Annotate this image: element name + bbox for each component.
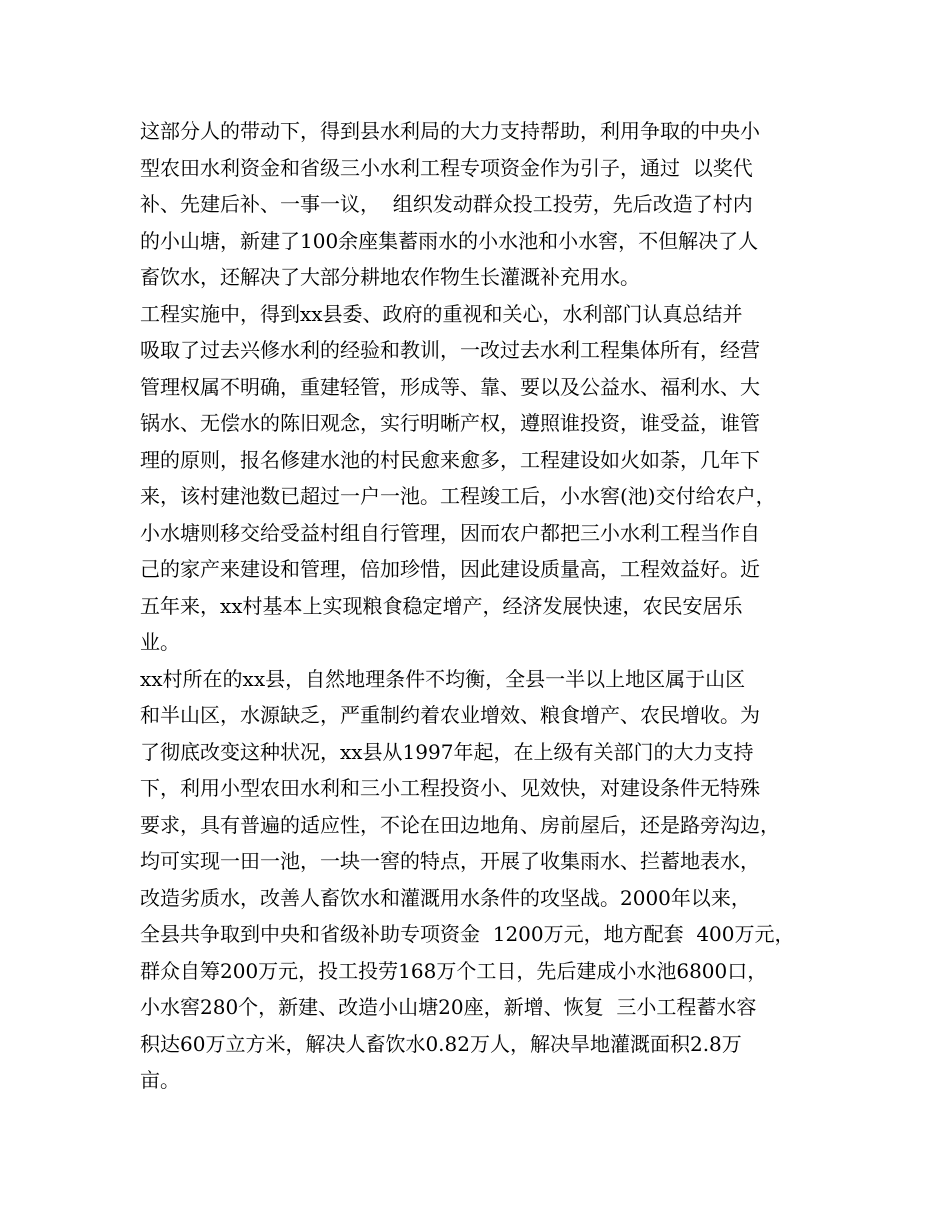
text-line: 群众自筹200万元，投工投劳168万个工日，先后建成小水池6800口， <box>140 958 768 983</box>
text-line: 亩。 <box>140 1068 180 1092</box>
text-line: 己的家产来建设和管理，倍加珍惜，因此建设质量高，工程效益好。近 <box>140 557 760 581</box>
text-line: 吸取了过去兴修水利的经验和教训，一改过去水利工程集体所有，经营 <box>140 338 760 362</box>
text-line: 的小山塘，新建了100余座集蓄雨水的小水池和小水窖，不但解决了人 <box>140 228 759 253</box>
text-line: 小水塘则移交给受益村组自行管理，因而农户都把三小水利工程当作自 <box>140 520 760 545</box>
text-line: 这部分人的带动下，得到县水利局的大力支持帮助，利用争取的中央小 <box>140 119 760 143</box>
text-line: 理的原则，报名修建水池的村民愈来愈多，工程建设如火如荼，几年下 <box>140 447 760 472</box>
text-line: 下，利用小型农田水利和三小工程投资小、见效快，对建设条件无特殊 <box>140 776 760 800</box>
text-line: 全县共争取到中央和省级补助专项资金 1200万元，地方配套 400万元， <box>140 922 795 946</box>
text-line: 了彻底改变这种状况，xx县从1997年起，在上级有关部门的大力支持 <box>140 739 754 764</box>
text-line: 要求，具有普遍的适应性，不论在田边地角、房前屋后，还是路旁沟边， <box>140 812 780 837</box>
text-line: 五年来，xx村基本上实现粮食稳定增产，经济发展快速，农民安居乐 <box>140 593 743 618</box>
text-line: 和半山区，水源缺乏，严重制约着农业增效、粮食增产、农民增收。为 <box>140 703 760 727</box>
text-line: 管理权属不明确，重建轻管，形成等、靠、要以及公益水、福利水、大 <box>140 374 760 399</box>
text-line: 积达60万立方米，解决人畜饮水0.82万人，解决旱地灌溉面积2.8万 <box>140 1031 742 1056</box>
text-line: 补、先建后补、一事一议， 组织发动群众投工投劳，先后改造了村内 <box>140 192 753 216</box>
text-line: 锅水、无偿水的陈旧观念，实行明晰产权，遵照谁投资，谁受益，谁管 <box>140 411 760 435</box>
text-line: 业。 <box>140 630 180 654</box>
text-line: 均可实现一田一池，一块一窖的特点，开展了收集雨水、拦蓄地表水， <box>140 849 760 873</box>
body-text <box>140 113 840 1099</box>
text-line: 来，该村建池数已超过一户一池。工程竣工后，小水窖(池)交付给农户， <box>140 484 776 508</box>
text-line: xx村所在的xx县，自然地理条件不均衡，全县一半以上地区属于山区 <box>140 666 746 691</box>
text-line: 改造劣质水，改善人畜饮水和灌溉用水条件的攻坚战。2000年以来， <box>140 885 751 910</box>
text-line: 小水窖280个，新建、改造小山塘20座，新增、恢复 三小工程蓄水容 <box>140 995 757 1019</box>
text-line: 工程实施中，得到xx县委、政府的重视和关心，水利部门认真总结并 <box>140 301 743 326</box>
text-line: 畜饮水，还解决了大部分耕地农作物生长灌溉补充用水。 <box>140 265 640 289</box>
text-line: 型农田水利资金和省级三小水利工程专项资金作为引子，通过 以奖代 <box>140 155 753 180</box>
